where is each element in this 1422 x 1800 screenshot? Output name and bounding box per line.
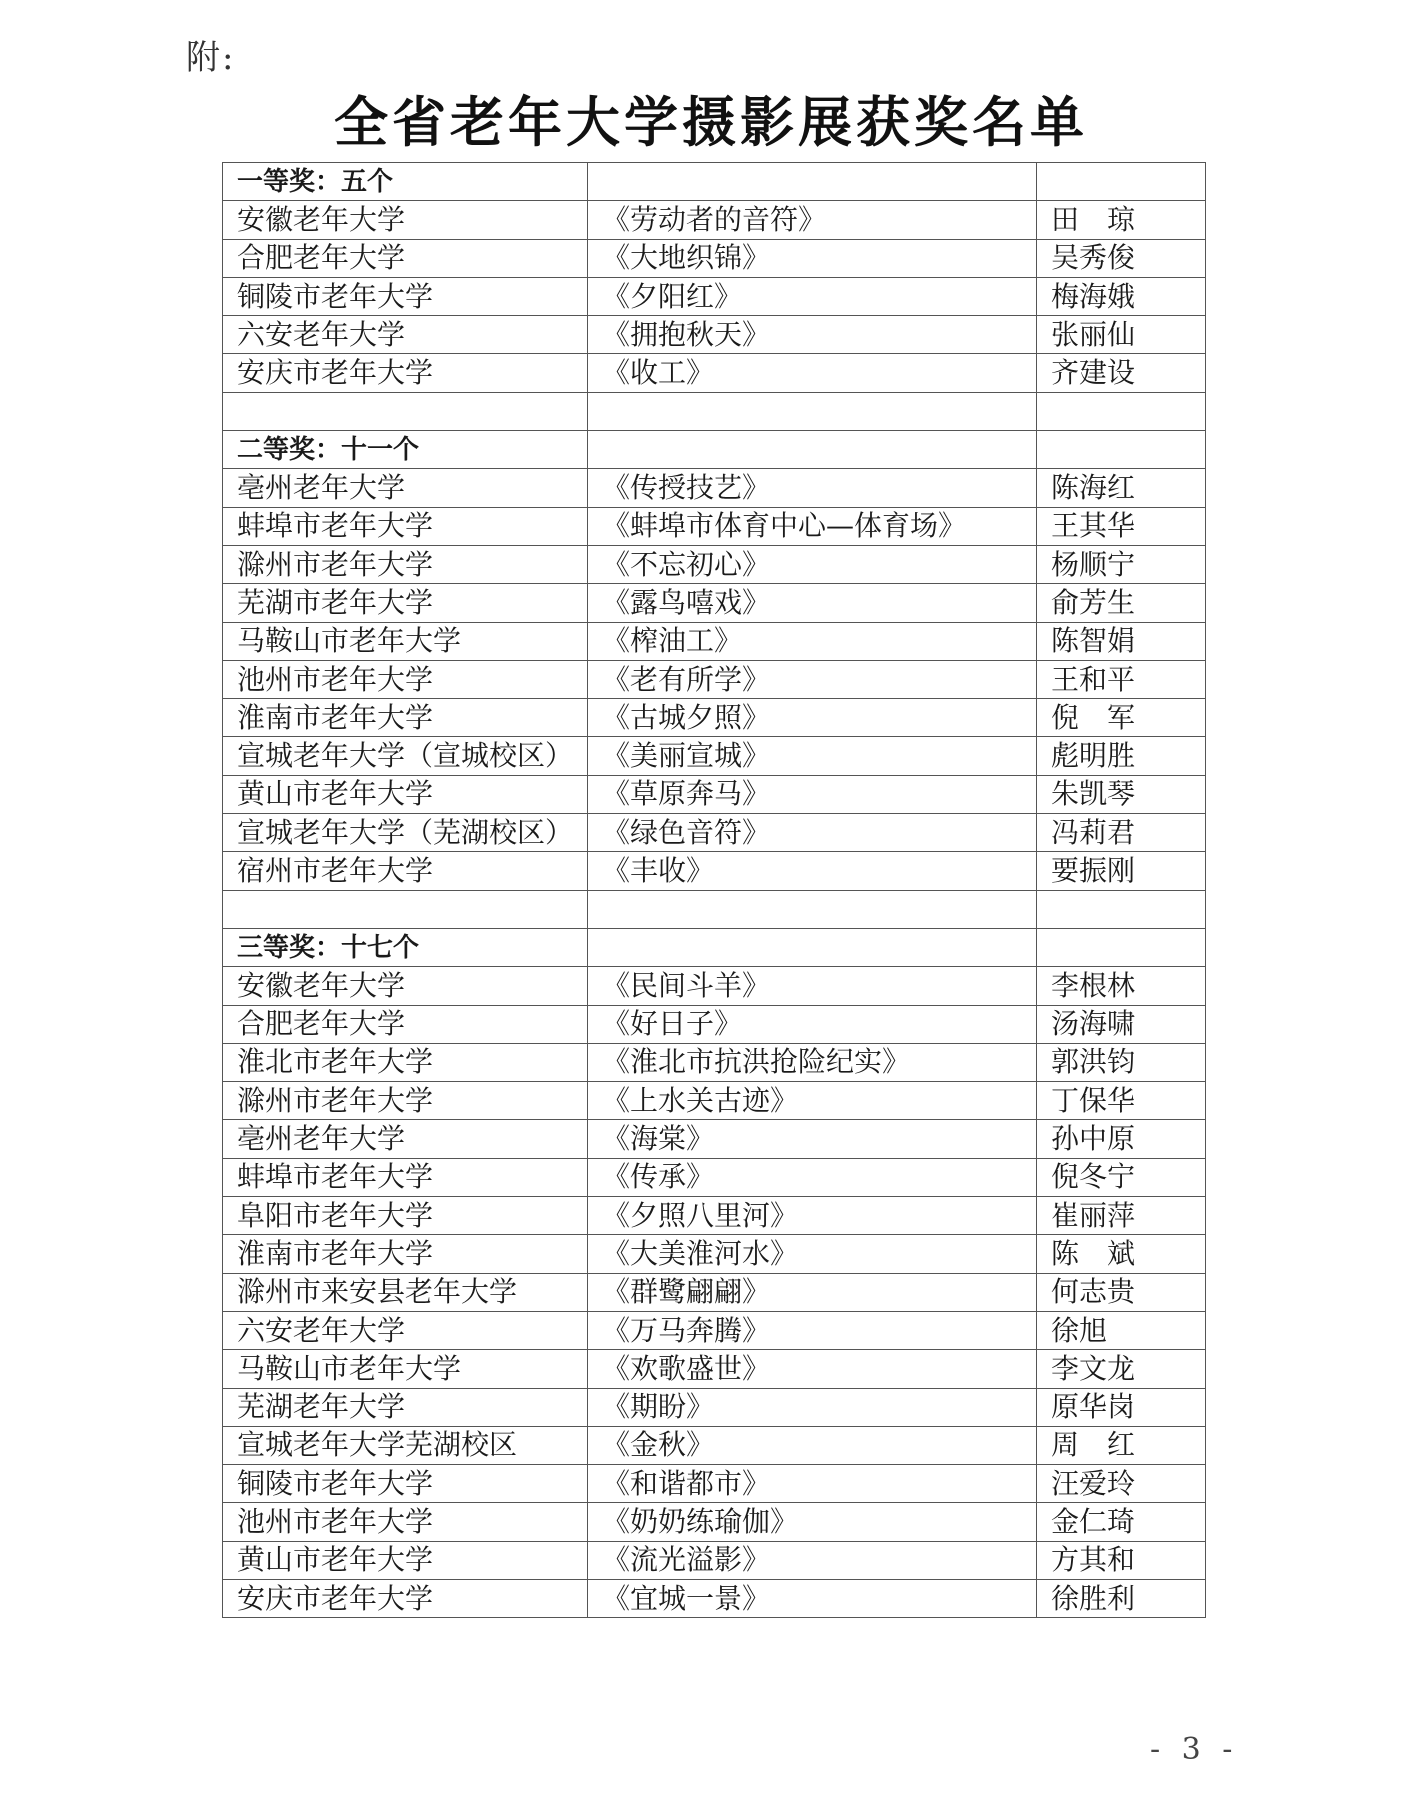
author-cell: 杨顺宁: [1037, 545, 1206, 583]
empty-cell: [1037, 928, 1206, 966]
table-row: [223, 469, 1206, 507]
table-row: [223, 660, 1206, 698]
empty-cell: [1037, 890, 1206, 928]
author-cell: 丁保华: [1037, 1082, 1206, 1120]
school-cell: 滁州市来安县老年大学: [223, 1273, 588, 1311]
school-cell: 池州市老年大学: [223, 1503, 588, 1541]
work-title-cell: 《蚌埠市体育中心—体育场》: [588, 507, 1037, 545]
empty-cell: [588, 431, 1037, 469]
award-section-heading-row: [223, 928, 1206, 966]
table-row: [223, 1120, 1206, 1158]
table-row: [223, 1158, 1206, 1196]
work-title-cell: 《群鹭翩翩》: [588, 1273, 1037, 1311]
spacer-row: [223, 392, 1206, 430]
author-cell: 彪明胜: [1037, 737, 1206, 775]
work-title-cell: 《民间斗羊》: [588, 967, 1037, 1005]
author-cell: 倪 军: [1037, 699, 1206, 737]
school-cell: 黄山市老年大学: [223, 775, 588, 813]
work-title-cell: 《奶奶练瑜伽》: [588, 1503, 1037, 1541]
page-title: 全省老年大学摄影展获奖名单: [334, 90, 1088, 154]
work-title-cell: 《上水关古迹》: [588, 1082, 1037, 1120]
table-row: [223, 1005, 1206, 1043]
work-title-cell: 《拥抱秋天》: [588, 316, 1037, 354]
table-row: [223, 545, 1206, 583]
table-row: [223, 1541, 1206, 1579]
page-number: - 3 -: [1150, 1732, 1239, 1767]
work-title-cell: 《万马奔腾》: [588, 1311, 1037, 1349]
empty-cell: [1037, 392, 1206, 430]
school-cell: 蚌埠市老年大学: [223, 1158, 588, 1196]
empty-cell: [1037, 163, 1206, 201]
work-title-cell: 《美丽宣城》: [588, 737, 1037, 775]
work-title-cell: 《夕阳红》: [588, 277, 1037, 315]
table-row: [223, 967, 1206, 1005]
school-cell: 安徽老年大学: [223, 967, 588, 1005]
table-row: [223, 737, 1206, 775]
school-cell: 滁州市老年大学: [223, 545, 588, 583]
table-row: [223, 201, 1206, 239]
school-cell: 宣城老年大学（芜湖校区）: [223, 814, 588, 852]
author-cell: 俞芳生: [1037, 584, 1206, 622]
school-cell: 阜阳市老年大学: [223, 1197, 588, 1235]
school-cell: 安庆市老年大学: [223, 1579, 588, 1617]
author-cell: 陈 斌: [1037, 1235, 1206, 1273]
work-title-cell: 《草原奔马》: [588, 775, 1037, 813]
author-cell: 吴秀俊: [1037, 239, 1206, 277]
award-section-heading: 二等奖：十一个: [223, 431, 588, 469]
work-title-cell: 《传承》: [588, 1158, 1037, 1196]
author-cell: 齐建设: [1037, 354, 1206, 392]
table-row: [223, 1273, 1206, 1311]
school-cell: 淮南市老年大学: [223, 699, 588, 737]
author-cell: 徐胜利: [1037, 1579, 1206, 1617]
author-cell: 陈海红: [1037, 469, 1206, 507]
empty-cell: [588, 392, 1037, 430]
awards-table: [222, 162, 1206, 1618]
table-row: [223, 1235, 1206, 1273]
author-cell: 崔丽萍: [1037, 1197, 1206, 1235]
author-cell: 朱凯琴: [1037, 775, 1206, 813]
work-title-cell: 《金秋》: [588, 1426, 1037, 1464]
work-title-cell: 《不忘初心》: [588, 545, 1037, 583]
school-cell: 合肥老年大学: [223, 239, 588, 277]
table-row: [223, 814, 1206, 852]
award-section-heading-row: [223, 431, 1206, 469]
author-cell: 汪爱玲: [1037, 1465, 1206, 1503]
author-cell: 要振刚: [1037, 852, 1206, 890]
author-cell: 王和平: [1037, 660, 1206, 698]
work-title-cell: 《传授技艺》: [588, 469, 1037, 507]
work-title-cell: 《宜城一景》: [588, 1579, 1037, 1617]
table-row: [223, 1350, 1206, 1388]
attachment-label: 附:: [186, 38, 236, 78]
author-cell: 何志贵: [1037, 1273, 1206, 1311]
author-cell: 冯莉君: [1037, 814, 1206, 852]
table-row: [223, 584, 1206, 622]
empty-cell: [223, 890, 588, 928]
work-title-cell: 《海棠》: [588, 1120, 1037, 1158]
author-cell: 徐旭: [1037, 1311, 1206, 1349]
school-cell: 亳州老年大学: [223, 1120, 588, 1158]
school-cell: 安庆市老年大学: [223, 354, 588, 392]
work-title-cell: 《欢歌盛世》: [588, 1350, 1037, 1388]
author-cell: 倪冬宁: [1037, 1158, 1206, 1196]
work-title-cell: 《露鸟嘻戏》: [588, 584, 1037, 622]
work-title-cell: 《和谐都市》: [588, 1465, 1037, 1503]
table-row: [223, 1197, 1206, 1235]
table-row: [223, 699, 1206, 737]
work-title-cell: 《好日子》: [588, 1005, 1037, 1043]
author-cell: 田 琼: [1037, 201, 1206, 239]
award-section-heading-row: [223, 163, 1206, 201]
table-row: [223, 1043, 1206, 1081]
work-title-cell: 《大美淮河水》: [588, 1235, 1037, 1273]
school-cell: 亳州老年大学: [223, 469, 588, 507]
work-title-cell: 《大地织锦》: [588, 239, 1037, 277]
work-title-cell: 《夕照八里河》: [588, 1197, 1037, 1235]
empty-cell: [588, 928, 1037, 966]
school-cell: 滁州市老年大学: [223, 1082, 588, 1120]
school-cell: 黄山市老年大学: [223, 1541, 588, 1579]
author-cell: 汤海啸: [1037, 1005, 1206, 1043]
table-row: [223, 1503, 1206, 1541]
award-section-heading: 一等奖：五个: [223, 163, 588, 201]
school-cell: 铜陵市老年大学: [223, 1465, 588, 1503]
table-row: [223, 239, 1206, 277]
author-cell: 周 红: [1037, 1426, 1206, 1464]
work-title-cell: 《老有所学》: [588, 660, 1037, 698]
spacer-row: [223, 890, 1206, 928]
table-row: [223, 775, 1206, 813]
school-cell: 蚌埠市老年大学: [223, 507, 588, 545]
school-cell: 淮北市老年大学: [223, 1043, 588, 1081]
school-cell: 淮南市老年大学: [223, 1235, 588, 1273]
table-row: [223, 316, 1206, 354]
school-cell: 安徽老年大学: [223, 201, 588, 239]
table-row: [223, 1579, 1206, 1617]
school-cell: 六安老年大学: [223, 1311, 588, 1349]
school-cell: 宣城老年大学（宣城校区）: [223, 737, 588, 775]
awards-table-body: [223, 163, 1206, 1618]
author-cell: 金仁琦: [1037, 1503, 1206, 1541]
school-cell: 铜陵市老年大学: [223, 277, 588, 315]
award-section-heading: 三等奖：十七个: [223, 928, 588, 966]
work-title-cell: 《流光溢影》: [588, 1541, 1037, 1579]
author-cell: 李根林: [1037, 967, 1206, 1005]
school-cell: 芜湖市老年大学: [223, 584, 588, 622]
author-cell: 孙中原: [1037, 1120, 1206, 1158]
empty-cell: [588, 890, 1037, 928]
school-cell: 池州市老年大学: [223, 660, 588, 698]
author-cell: 陈智娟: [1037, 622, 1206, 660]
table-row: [223, 1426, 1206, 1464]
table-row: [223, 1082, 1206, 1120]
table-row: [223, 622, 1206, 660]
author-cell: 梅海娥: [1037, 277, 1206, 315]
work-title-cell: 《劳动者的音符》: [588, 201, 1037, 239]
empty-cell: [588, 163, 1037, 201]
work-title-cell: 《绿色音符》: [588, 814, 1037, 852]
author-cell: 王其华: [1037, 507, 1206, 545]
school-cell: 宿州市老年大学: [223, 852, 588, 890]
author-cell: 方其和: [1037, 1541, 1206, 1579]
school-cell: 六安老年大学: [223, 316, 588, 354]
empty-cell: [1037, 431, 1206, 469]
school-cell: 宣城老年大学芜湖校区: [223, 1426, 588, 1464]
table-row: [223, 1465, 1206, 1503]
work-title-cell: 《期盼》: [588, 1388, 1037, 1426]
empty-cell: [223, 392, 588, 430]
table-row: [223, 277, 1206, 315]
school-cell: 合肥老年大学: [223, 1005, 588, 1043]
work-title-cell: 《收工》: [588, 354, 1037, 392]
author-cell: 张丽仙: [1037, 316, 1206, 354]
table-row: [223, 354, 1206, 392]
school-cell: 芜湖老年大学: [223, 1388, 588, 1426]
table-row: [223, 507, 1206, 545]
author-cell: 李文龙: [1037, 1350, 1206, 1388]
table-row: [223, 1388, 1206, 1426]
work-title-cell: 《古城夕照》: [588, 699, 1037, 737]
table-row: [223, 852, 1206, 890]
work-title-cell: 《淮北市抗洪抢险纪实》: [588, 1043, 1037, 1081]
school-cell: 马鞍山市老年大学: [223, 1350, 588, 1388]
work-title-cell: 《榨油工》: [588, 622, 1037, 660]
work-title-cell: 《丰收》: [588, 852, 1037, 890]
author-cell: 郭洪钧: [1037, 1043, 1206, 1081]
author-cell: 原华岗: [1037, 1388, 1206, 1426]
table-row: [223, 1311, 1206, 1349]
school-cell: 马鞍山市老年大学: [223, 622, 588, 660]
